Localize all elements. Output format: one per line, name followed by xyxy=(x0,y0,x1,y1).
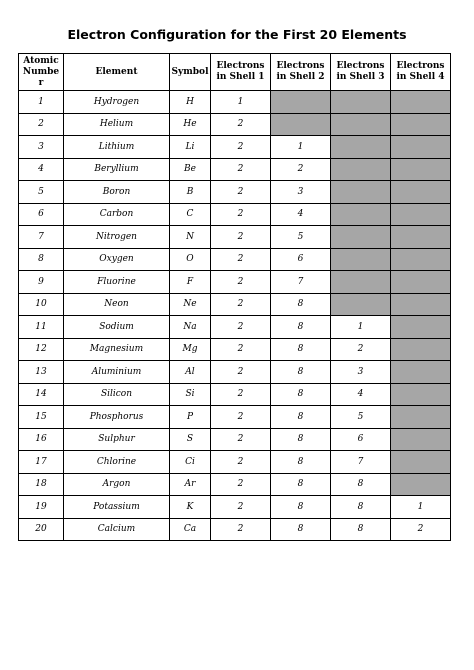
table-row xyxy=(19,383,451,406)
shell-4-cell: 2 xyxy=(391,518,451,541)
atomic-number-cell: 6 xyxy=(19,203,64,226)
shell-2-cell: 5 xyxy=(271,226,331,249)
shell-1-cell: 2 xyxy=(211,338,271,361)
shell-2-cell: 7 xyxy=(271,271,331,294)
shell-3-cell: 8 xyxy=(331,496,391,519)
symbol-cell: He xyxy=(170,113,211,136)
shell-4-cell-empty xyxy=(391,226,451,249)
shell-1-cell: 2 xyxy=(211,428,271,451)
shell-2-cell: 8 xyxy=(271,361,331,384)
shell-1-cell: 2 xyxy=(211,316,271,339)
symbol-cell: Na xyxy=(170,316,211,339)
shell-1-cell: 2 xyxy=(211,383,271,406)
shell-2-cell: 8 xyxy=(271,338,331,361)
shell-2-cell: 8 xyxy=(271,428,331,451)
shell-1-cell: 2 xyxy=(211,518,271,541)
column-header-shell-4: Electrons in Shell 4 xyxy=(391,54,451,91)
shell-4-cell-empty xyxy=(391,91,451,114)
element-name-cell: Chlorine xyxy=(64,451,170,474)
shell-3-cell: 2 xyxy=(331,338,391,361)
shell-3-cell-empty xyxy=(331,91,391,114)
atomic-number-cell: 13 xyxy=(19,361,64,384)
atomic-number-cell: 9 xyxy=(19,271,64,294)
shell-1-cell: 2 xyxy=(211,451,271,474)
atomic-number-cell: 4 xyxy=(19,158,64,181)
atomic-number-cell: 5 xyxy=(19,181,64,204)
symbol-cell: Si xyxy=(170,383,211,406)
symbol-cell: O xyxy=(170,248,211,271)
shell-3-cell-empty xyxy=(331,113,391,136)
shell-3-cell: 3 xyxy=(331,361,391,384)
shell-1-cell: 2 xyxy=(211,203,271,226)
table-row xyxy=(19,91,451,114)
column-header-shell-3: Electrons in Shell 3 xyxy=(331,54,391,91)
shell-4-cell-empty xyxy=(391,158,451,181)
column-header-atomic-number: Atomic Numbe r xyxy=(19,54,64,91)
shell-4-cell-empty xyxy=(391,293,451,316)
element-name-cell: Beryllium xyxy=(64,158,170,181)
shell-3-cell: 7 xyxy=(331,451,391,474)
column-header-element: Element xyxy=(64,54,170,91)
shell-2-cell: 8 xyxy=(271,406,331,429)
table-row xyxy=(19,361,451,384)
symbol-cell: S xyxy=(170,428,211,451)
shell-1-cell: 1 xyxy=(211,91,271,114)
header-row xyxy=(19,54,451,91)
symbol-cell: F xyxy=(170,271,211,294)
shell-4-cell-empty xyxy=(391,248,451,271)
column-header-shell-2: Electrons in Shell 2 xyxy=(271,54,331,91)
atomic-number-cell: 20 xyxy=(19,518,64,541)
shell-2-cell: 8 xyxy=(271,496,331,519)
shell-2-cell: 3 xyxy=(271,181,331,204)
shell-1-cell: 2 xyxy=(211,271,271,294)
shell-4-cell-empty xyxy=(391,406,451,429)
element-name-cell: Boron xyxy=(64,181,170,204)
shell-2-cell: 8 xyxy=(271,293,331,316)
symbol-cell: Be xyxy=(170,158,211,181)
element-name-cell: Potassium xyxy=(64,496,170,519)
shell-1-cell: 2 xyxy=(211,136,271,159)
table-row xyxy=(19,316,451,339)
table-row xyxy=(19,203,451,226)
symbol-cell: C xyxy=(170,203,211,226)
element-name-cell: Helium xyxy=(64,113,170,136)
symbol-cell: P xyxy=(170,406,211,429)
table-row xyxy=(19,473,451,496)
shell-4-cell-empty xyxy=(391,136,451,159)
atomic-number-cell: 14 xyxy=(19,383,64,406)
shell-4-cell-empty xyxy=(391,383,451,406)
atomic-number-cell: 10 xyxy=(19,293,64,316)
symbol-cell: N xyxy=(170,226,211,249)
atomic-number-cell: 19 xyxy=(19,496,64,519)
shell-3-cell-empty xyxy=(331,271,391,294)
element-name-cell: Phosphorus xyxy=(64,406,170,429)
shell-3-cell-empty xyxy=(331,136,391,159)
table-row xyxy=(19,496,451,519)
symbol-cell: K xyxy=(170,496,211,519)
atomic-number-cell: 17 xyxy=(19,451,64,474)
column-header-shell-1: Electrons in Shell 1 xyxy=(211,54,271,91)
table-row xyxy=(19,158,451,181)
atomic-number-cell: 16 xyxy=(19,428,64,451)
shell-2-cell-empty xyxy=(271,113,331,136)
shell-1-cell: 2 xyxy=(211,361,271,384)
shell-3-cell-empty xyxy=(331,226,391,249)
table-row xyxy=(19,136,451,159)
symbol-cell: Ci xyxy=(170,451,211,474)
table-row xyxy=(19,181,451,204)
table-body xyxy=(19,91,451,541)
shell-1-cell: 2 xyxy=(211,406,271,429)
element-name-cell: Neon xyxy=(64,293,170,316)
shell-4-cell: 1 xyxy=(391,496,451,519)
shell-4-cell-empty xyxy=(391,181,451,204)
element-name-cell: Silicon xyxy=(64,383,170,406)
shell-3-cell: 8 xyxy=(331,518,391,541)
element-name-cell: Carbon xyxy=(64,203,170,226)
element-name-cell: Nitrogen xyxy=(64,226,170,249)
element-name-cell: Aluminium xyxy=(64,361,170,384)
element-name-cell: Calcium xyxy=(64,518,170,541)
column-header-symbol: Symbol xyxy=(170,54,211,91)
shell-3-cell: 6 xyxy=(331,428,391,451)
shell-4-cell-empty xyxy=(391,451,451,474)
shell-2-cell: 6 xyxy=(271,248,331,271)
shell-2-cell-empty xyxy=(271,91,331,114)
shell-1-cell: 2 xyxy=(211,473,271,496)
shell-1-cell: 2 xyxy=(211,158,271,181)
shell-2-cell: 8 xyxy=(271,383,331,406)
table-row xyxy=(19,428,451,451)
shell-3-cell: 1 xyxy=(331,316,391,339)
table-row xyxy=(19,451,451,474)
shell-4-cell-empty xyxy=(391,361,451,384)
page-title: Electron Configuration for the First 20 Elements xyxy=(67,27,407,42)
shell-1-cell: 2 xyxy=(211,248,271,271)
shell-2-cell: 4 xyxy=(271,203,331,226)
shell-4-cell-empty xyxy=(391,203,451,226)
table-row xyxy=(19,226,451,249)
element-name-cell: Oxygen xyxy=(64,248,170,271)
atomic-number-cell: 3 xyxy=(19,136,64,159)
table-row xyxy=(19,113,451,136)
shell-3-cell-empty xyxy=(331,158,391,181)
shell-4-cell-empty xyxy=(391,473,451,496)
symbol-cell: Ne xyxy=(170,293,211,316)
element-name-cell: Sodium xyxy=(64,316,170,339)
symbol-cell: Al xyxy=(170,361,211,384)
shell-1-cell: 2 xyxy=(211,496,271,519)
shell-3-cell-empty xyxy=(331,181,391,204)
shell-1-cell: 2 xyxy=(211,113,271,136)
element-name-cell: Sulphur xyxy=(64,428,170,451)
table-row xyxy=(19,248,451,271)
table-row xyxy=(19,293,451,316)
atomic-number-cell: 15 xyxy=(19,406,64,429)
atomic-number-cell: 18 xyxy=(19,473,64,496)
electron-configuration-table xyxy=(18,53,451,541)
shell-3-cell: 5 xyxy=(331,406,391,429)
element-name-cell: Argon xyxy=(64,473,170,496)
atomic-number-cell: 8 xyxy=(19,248,64,271)
element-name-cell: Lithium xyxy=(64,136,170,159)
atomic-number-cell: 11 xyxy=(19,316,64,339)
atomic-number-cell: 2 xyxy=(19,113,64,136)
table-row xyxy=(19,518,451,541)
element-name-cell: Magnesium xyxy=(64,338,170,361)
shell-3-cell: 8 xyxy=(331,473,391,496)
element-name-cell: Hydrogen xyxy=(64,91,170,114)
shell-3-cell-empty xyxy=(331,203,391,226)
shell-4-cell-empty xyxy=(391,428,451,451)
element-name-cell: Fluorine xyxy=(64,271,170,294)
symbol-cell: Mg xyxy=(170,338,211,361)
shell-2-cell: 8 xyxy=(271,316,331,339)
shell-4-cell-empty xyxy=(391,316,451,339)
shell-2-cell: 8 xyxy=(271,473,331,496)
atomic-number-cell: 12 xyxy=(19,338,64,361)
symbol-cell: H xyxy=(170,91,211,114)
shell-4-cell-empty xyxy=(391,271,451,294)
atomic-number-cell: 7 xyxy=(19,226,64,249)
shell-4-cell-empty xyxy=(391,338,451,361)
table-row xyxy=(19,338,451,361)
shell-1-cell: 2 xyxy=(211,293,271,316)
shell-2-cell: 8 xyxy=(271,451,331,474)
shell-2-cell: 1 xyxy=(271,136,331,159)
shell-2-cell: 8 xyxy=(271,518,331,541)
shell-3-cell-empty xyxy=(331,248,391,271)
symbol-cell: Ar xyxy=(170,473,211,496)
shell-2-cell: 2 xyxy=(271,158,331,181)
atomic-number-cell: 1 xyxy=(19,91,64,114)
shell-3-cell: 4 xyxy=(331,383,391,406)
shell-3-cell-empty xyxy=(331,293,391,316)
table-row xyxy=(19,271,451,294)
shell-1-cell: 2 xyxy=(211,181,271,204)
symbol-cell: B xyxy=(170,181,211,204)
table-row xyxy=(19,406,451,429)
shell-4-cell-empty xyxy=(391,113,451,136)
symbol-cell: Li xyxy=(170,136,211,159)
symbol-cell: Ca xyxy=(170,518,211,541)
shell-1-cell: 2 xyxy=(211,226,271,249)
